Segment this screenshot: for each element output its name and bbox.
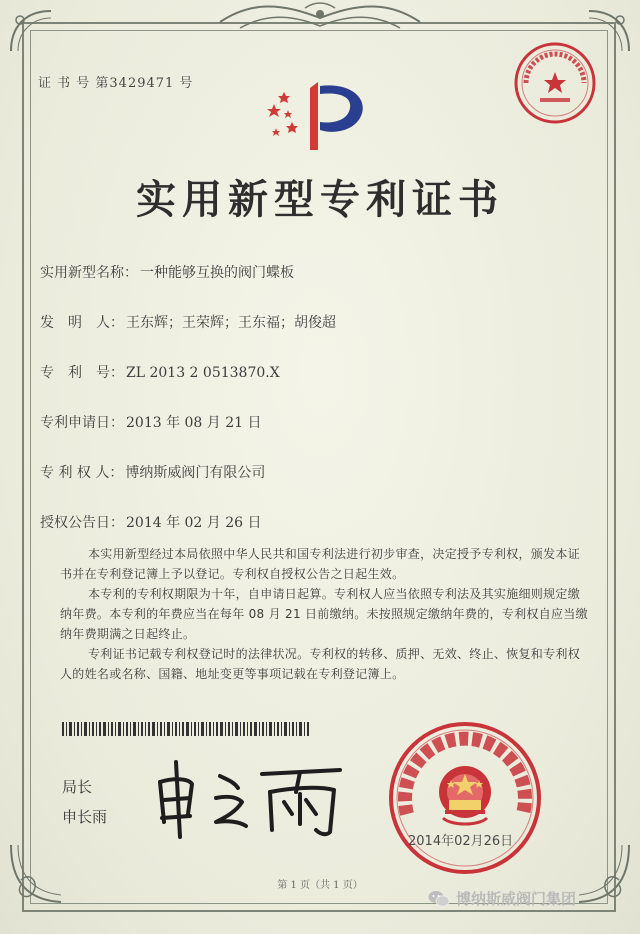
body-paragraph: 本专利的专利权期限为十年，自申请日起算。专利权人应当依照专利法及其实施细则规定缴纳年费。本专利的年费应当在每年 08 月 21 日前缴纳。未按照规定缴纳年费的，专利权自应当缴纳年费期满之日起终止。 [60, 587, 588, 641]
top-ornament-icon [210, 0, 430, 40]
field-application-date [40, 412, 262, 432]
certificate-body [60, 544, 590, 684]
body-paragraph: 专利证书记载专利权登记时的法律状况。专利权的转移、质押、无效、终止、恢复和专利权人的姓名或名称、国籍、地址变更等事项记载在专利登记簿上。 [60, 647, 581, 681]
field-value: 博纳斯威阀门有限公司 [125, 465, 266, 481]
field-label: 专 利 号： [40, 365, 124, 381]
cnipa-logo-icon [262, 78, 382, 158]
field-label: 专利申请日： [40, 415, 124, 431]
field-label: 发 明 人： [40, 315, 124, 331]
field-label: 实用新型名称： [40, 265, 138, 281]
certificate-title: 实用新型专利证书 [136, 176, 504, 223]
national-emblem-seal-icon [385, 718, 545, 878]
field-value: 王东辉；王荣辉；王东福；胡俊超 [126, 315, 336, 331]
director-title: 局长 [62, 778, 93, 796]
barcode-icon [62, 722, 312, 736]
body-paragraph: 本实用新型经过本局依照中华人民共和国专利法进行初步审查，决定授予专利权，颁发本证书并在专利登记簿上予以登记。专利权自授权公告之日起生效。 [60, 547, 581, 581]
field-value: ZL 2013 2 0513870.X [126, 365, 280, 381]
watermark [428, 888, 576, 909]
field-patent-number [40, 362, 280, 382]
field-label: 授权公告日： [40, 515, 124, 531]
page-number: 第 1 页（共 1 页） [277, 880, 363, 891]
field-announcement-date [40, 512, 262, 532]
corner-ornament-icon [6, 840, 66, 910]
certificate-number: 证 书 号 第3429471 号 [38, 76, 194, 91]
watermark-text: 博纳斯威阀门集团 [456, 890, 577, 908]
field-value: 2014 年 02 月 26 日 [126, 515, 262, 531]
field-patentee [40, 462, 265, 482]
signature-icon [150, 752, 350, 842]
office-seal-icon [512, 40, 598, 126]
field-value: 2013 年 08 月 21 日 [126, 415, 262, 431]
field-label: 专 利 权 人： [40, 465, 124, 481]
corner-ornament-icon [6, 6, 56, 56]
field-value: 一种能够互换的阀门蝶板 [140, 265, 294, 281]
field-utility-name [40, 262, 294, 282]
corner-ornament-icon [574, 840, 634, 910]
field-inventors [40, 312, 336, 332]
director-name: 申长雨 [62, 808, 108, 826]
wechat-icon [428, 890, 450, 908]
seal-date: 2014年02月26日 [408, 834, 514, 849]
